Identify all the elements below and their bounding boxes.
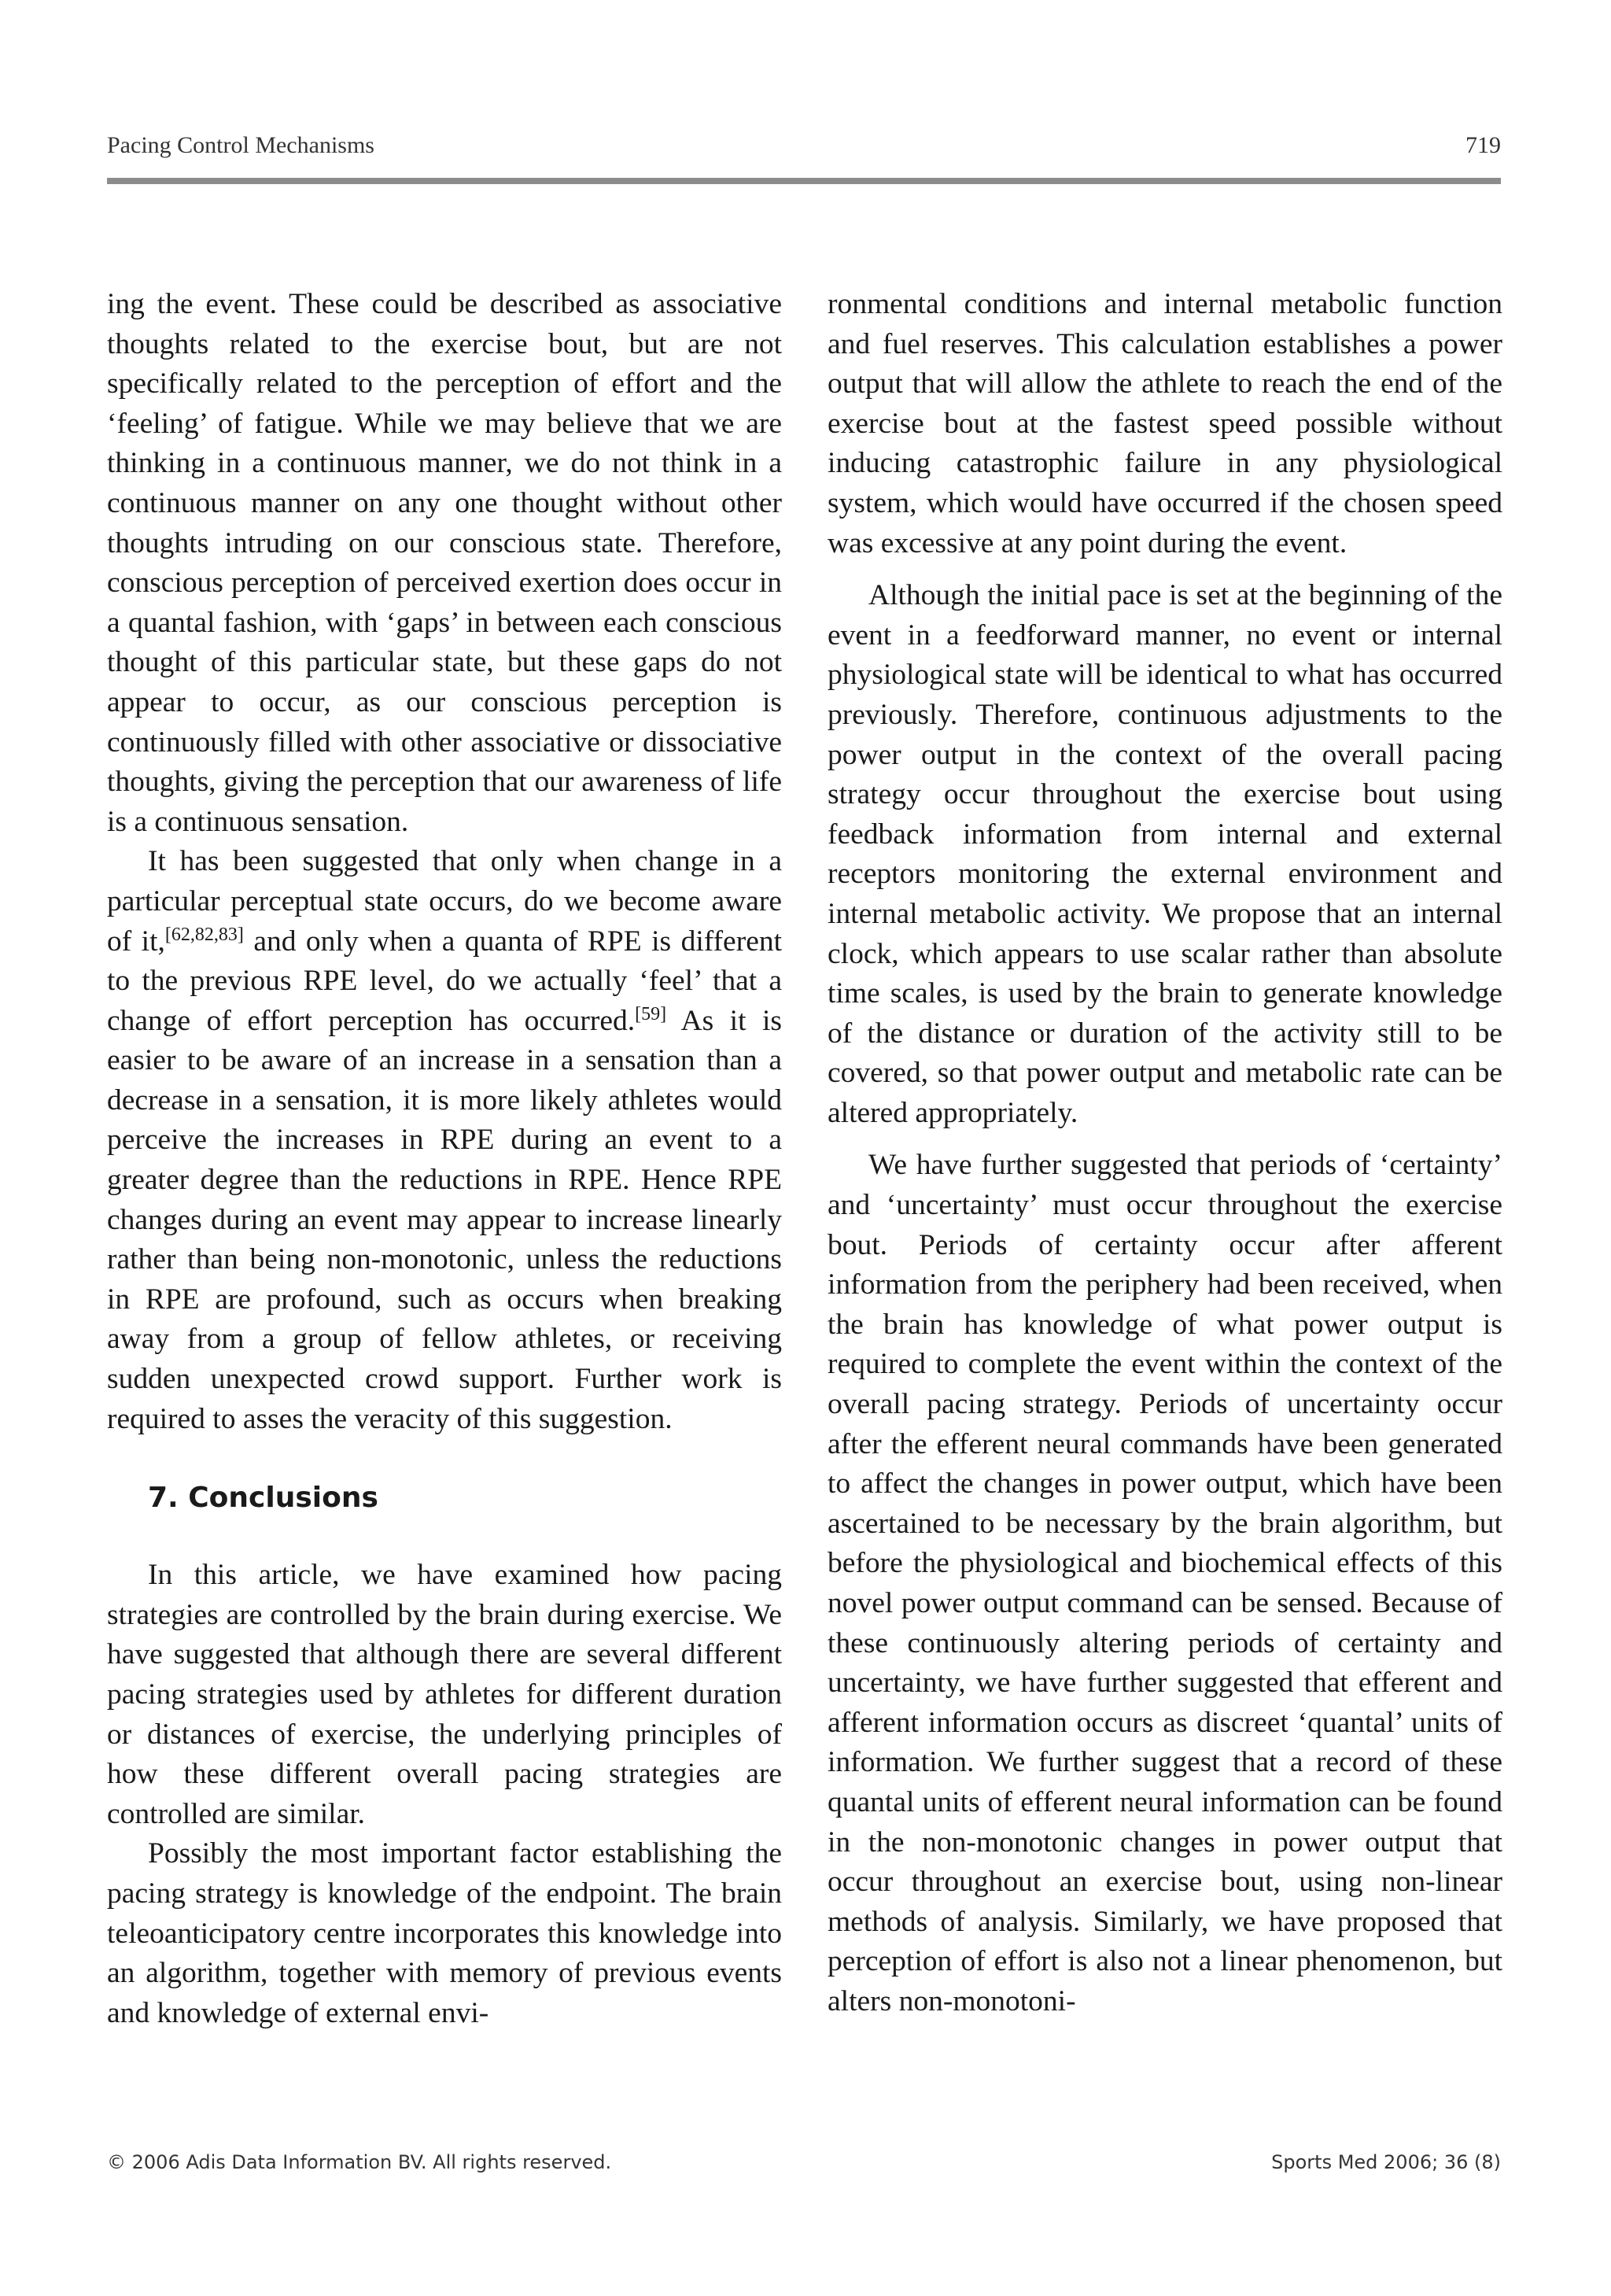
paragraph [107,842,782,1439]
copyright-notice: © 2006 Adis Data Information BV. All rights reserved. [107,2151,612,2173]
paragraph: Although the initial pace is set at the beginning of the event in a feedforward manner, no event or internal physiological state will be identical to what has occurred previously. Therefore, continuous adjustments to the power output in the context of the overall pacing strategy occur throughout the exercise bout using feedback information from internal and external receptors monitoring the external environment and internal metabolic activity. We propose that an internal clock, which appears to use scalar rather than absolute time scales, is used by the brain to generate knowledge of the distance or duration of the activity still to be covered, so that power output and metabolic rate can be altered appropriately. [828,579,1502,1129]
running-title: Pacing Control Mechanisms [107,132,374,158]
paragraph: Possibly the most important factor establishing the pacing strategy is knowledge of the endpoint. The brain teleoanticipatory centre incorporates this knowledge into an algorithm, together with memory of previous events and knowledge of external envi- [107,1837,782,2029]
header-rule [107,178,1501,184]
paragraph-text: As it is easier to be aware of an increase in a sensation than a decrease in a sensation, it is more likely athletes would perceive the increases in RPE during an event to a greater degree than the reductions in RPE. Hence RPE changes during an event may appear to increase linearly rather than being non-monotonic, unless the reductions in RPE are profound, such as occurs when breaking away from a group of fellow athletes, or receiving sudden unexpected crowd support. Further work is required to asses the veracity of this suggestion. [107,1004,782,1435]
citation-reference[interactable]: [62,82,83] [164,924,244,945]
journal-citation: Sports Med 2006; 36 (8) [1271,2151,1501,2173]
paragraph-text: It has been suggested that only when change in a particular perceptual state occurs, do we become aware of it, [107,845,782,958]
left-column [107,285,782,2033]
paragraph-text: and only when a quanta of RPE is different to the previous RPE level, do we actually ‘feel’ that a change of effort perception has occurred. [107,925,783,1037]
paragraph: ing the event. These could be described as associative thoughts related to the exercise bout, but are not specifically related to the perception of effort and the ‘feeling’ of fatigue. While we may believe that we are thinking in a continuous manner, we do not think in a continuous manner on any one thought without other thoughts intruding on our conscious state. Therefore, conscious perception of perceived exertion does occur in a quantal fashion, with ‘gaps’ in between each conscious thought of this particular state, but these gaps do not appear to occur, as our conscious perception is continuously filled with other associative or dissociative thoughts, giving the perception that our awareness of life is a continuous sensation. [107,288,782,838]
running-head [107,132,1501,159]
section-heading-conclusions: 7. Conclusions [148,1482,378,1515]
page-footer [107,2151,1501,2173]
paragraph: We have further suggested that periods of ‘certainty’ and ‘uncertainty’ must occur throughout the exercise bout. Periods of certainty occur after afferent information from the periphery had been received, when the brain has knowledge of what power output is required to complete the event within the context of the overall pacing strategy. Periods of uncertainty occur after the efferent neural commands have been generated to affect the changes in power output, which have been ascertained to be necessary by the brain algorithm, but before the physiological and biochemical effects of this novel power output command can be sensed. Because of these continuously altering periods of certainty and uncertainty, we have further suggested that efferent and afferent information occurs as discreet ‘quantal’ units of information. We further suggest that a record of these quantal units of efferent neural information can be found in the non-monotonic changes in power output that occur throughout an exercise bout, using non-linear methods of analysis. Similarly, we have proposed that perception of effort is also not a linear phenomenon, but alters non-monotoni- [828,1149,1502,2017]
page-number: 719 [1465,132,1501,158]
paragraph: ronmental conditions and internal metabolic function and fuel reserves. This calculation establishes a power output that will allow the athlete to reach the end of the exercise bout at the fastest speed possible without inducing catastrophic failure in any physiological system, which would have occurred if the chosen speed was excessive at any point during the event. [828,288,1502,559]
right-column [828,285,1502,2022]
paragraph: In this article, we have examined how pacing strategies are controlled by the brain during exercise. We have suggested that although there are several different pacing strategies used by athletes for different duration or distances of exercise, the underlying principles of how these different overall pacing strategies are controlled are similar. [107,1559,782,1830]
citation-reference[interactable]: [59] [635,1003,667,1024]
